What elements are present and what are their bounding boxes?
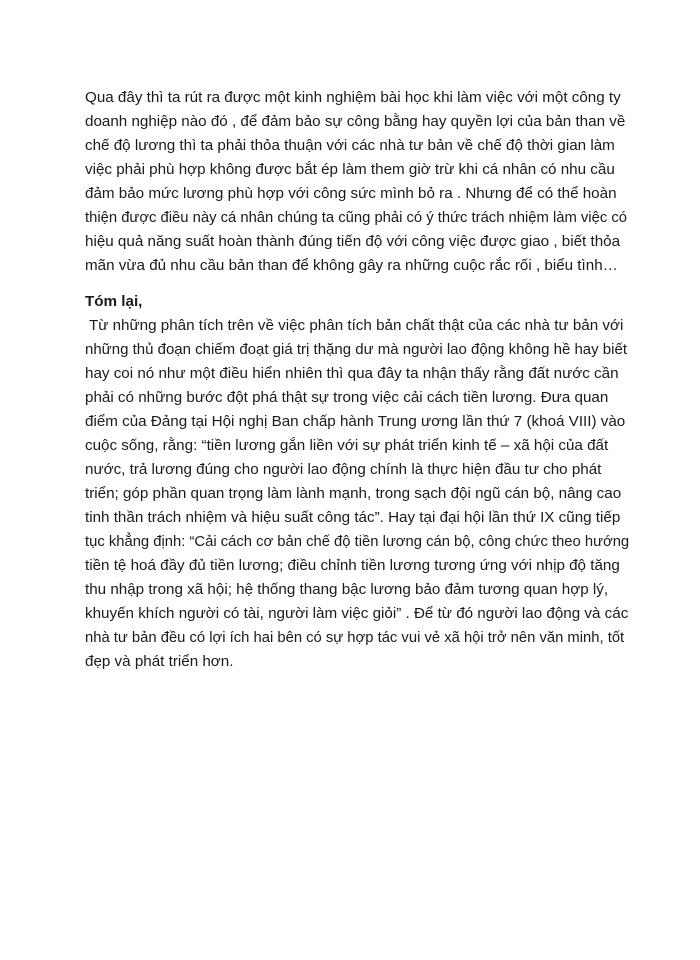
text-line: tục khẳng định: “Cải cách cơ bản chế độ tiền lương cán bộ, công chức theo hướng	[85, 534, 630, 550]
text-line: điểm của Đảng tại Hội nghị Ban chấp hành Trung ương lần thứ 7 (khoá VIII) vào	[85, 413, 626, 430]
text-line: tinh thần trách nhiệm và hiệu suất công tác”. Hay tại đại hội lần thứ IX cũng tiếp	[85, 509, 621, 526]
text-line: chế độ lương thì ta phải thỏa thuận với các nhà tư bản về chế độ thời gian làm	[85, 137, 615, 154]
text-line: những thủ đoạn chiếm đoạt giá trị thặng dư mà người lao động không hề hay biết	[85, 341, 627, 358]
text-line: doanh nghiệp nào đó , để đảm bảo sự công bằng hay quyền lợi của bản than về	[85, 113, 626, 130]
text-line: Qua đây thì ta rút ra được một kinh nghiệm bài học khi làm việc với một công ty	[85, 89, 621, 106]
paragraph-kinh-nghiem	[85, 86, 625, 278]
text-line: đảm bảo mức lương phù hợp với công sức mình bỏ ra . Nhưng để có thể hoàn	[85, 185, 617, 202]
text-line: Từ những phân tích trên về việc phân tích bản chất thật của các nhà tư bản với	[85, 317, 624, 334]
text-line: thiện được điều này cá nhân chúng ta cũng phải có ý thức trách nhiệm làm việc có	[85, 210, 627, 226]
text-line: việc phải phù hợp không được bắt ép làm them giờ trừ khi cá nhân có nhu cầu	[85, 161, 615, 178]
text-line: đẹp và phát triển hơn.	[85, 653, 234, 670]
paragraph-tom-lai	[85, 314, 630, 674]
text-line: nước, trả lương đúng cho người lao động chính là thực hiện đầu tư cho phát	[85, 461, 602, 478]
text-line: nhà tư bản đều có lợi ích hai bên có sự hợp tác vui vẻ xã hội trở nên văn minh, tốt	[85, 630, 625, 646]
text-line: thu nhập trong xã hội; hệ thống thang bậc lương bảo đảm tương quan hợp lý,	[85, 581, 609, 598]
text-line: khuyến khích người có tài, người làm việc giỏi” . Để từ đó người lao động và các	[85, 605, 629, 622]
text-line: cuộc sống, rằng: “tiền lương gắn liền với sự phát triển kinh tế – xã hội của đất	[85, 437, 609, 454]
text-line: hay coi nó như một điều hiển nhiên thì qua đây ta nhận thấy rằng đất nước cần	[85, 365, 619, 382]
text-line: phải có những bước đột phá thật sự trong việc cải cách tiền lương. Đưa quan	[85, 389, 609, 406]
text-line: tiền tệ hoá đầy đủ tiền lương; điều chỉnh tiền lương tương ứng với nhịp độ tăng	[85, 557, 620, 574]
text-line: hiệu quả năng suất hoàn thành đúng tiến độ với công việc được giao , biết thỏa	[85, 233, 621, 250]
text-line: mãn vừa đủ nhu cầu bản than để không gây ra những cuộc rắc rối , biểu tình…	[85, 257, 618, 274]
text-line: triển; góp phần quan trọng làm lành mạnh, trong sạch đội ngũ cán bộ, nâng cao	[85, 485, 622, 502]
section-heading: Tóm lại,	[85, 293, 143, 310]
